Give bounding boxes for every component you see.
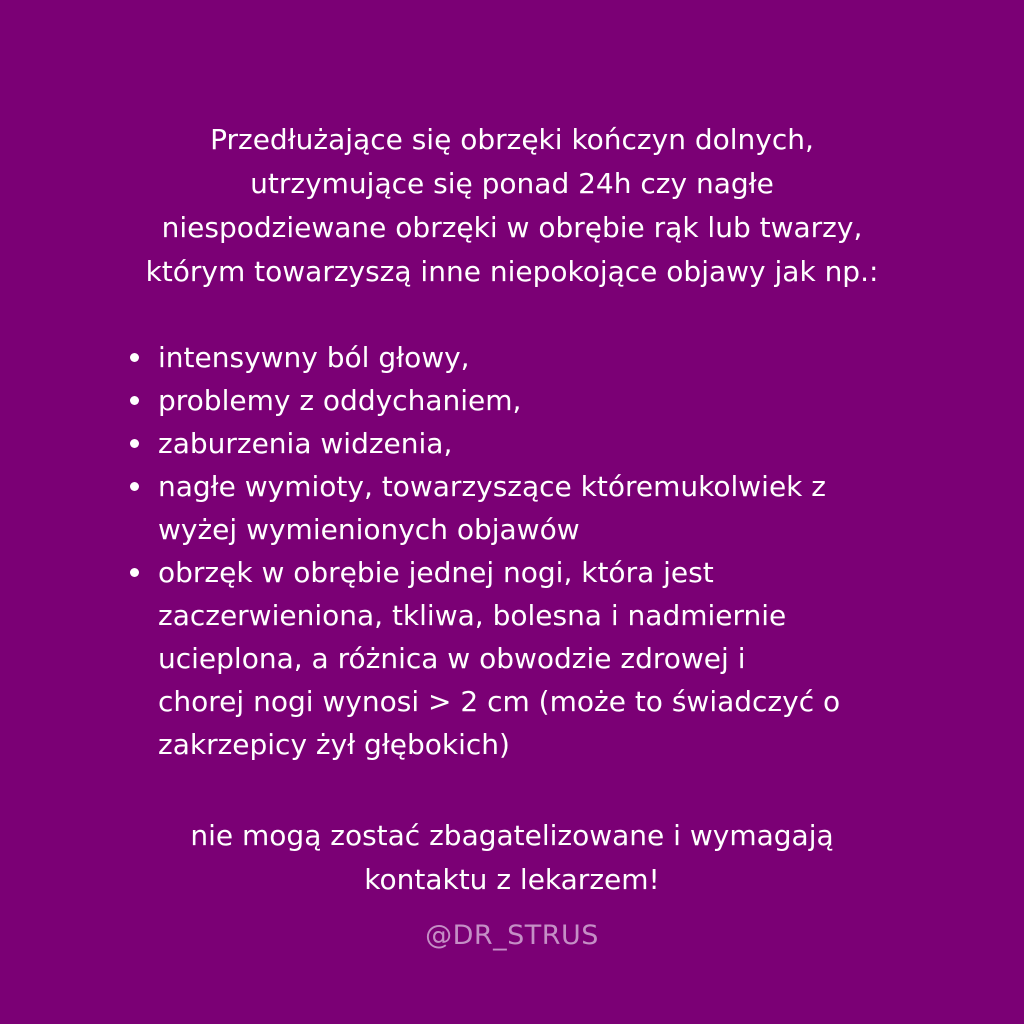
symptom-text: zaczerwieniona, tkliwa, bolesna i nadmiernie [158,599,787,632]
symptom-item [128,465,948,551]
symptom-text: problemy z oddychaniem, [158,384,522,417]
symptom-text: zaburzenia widzenia, [158,427,453,460]
intro-line: Przedłużające się obrzęki kończyn dolnych, [210,123,814,156]
symptom-item [128,551,948,766]
symptom-item [128,422,948,465]
bullet-icon [130,568,139,577]
intro-line: niespodziewane obrzęki w obrębie rąk lub twarzy, [161,211,863,244]
conclusion-line: kontaktu z lekarzem! [364,863,660,896]
intro-line: którym towarzyszą inne niepokojące objawy jak np.: [145,255,879,288]
symptom-text: obrzęk w obrębie jednej nogi, która jest [158,556,714,589]
symptom-item [128,336,948,379]
symptom-text: nagłe wymioty, towarzyszące któremukolwiek z [158,470,826,503]
symptom-item [128,379,948,422]
symptom-text: chorej nogi wynosi > 2 cm (może to świadczyć o [158,685,841,718]
symptom-list [128,336,948,766]
bullet-icon [130,396,139,405]
intro-paragraph [0,118,1024,294]
symptom-text: intensywny ból głowy, [158,341,470,374]
conclusion-line: nie mogą zostać zbagatelizowane i wymagają [190,819,834,852]
symptom-text: wyżej wymienionych objawów [158,513,580,546]
symptom-text: zakrzepicy żył głębokich) [158,728,510,761]
bullet-icon [130,353,139,362]
intro-line: utrzymujące się ponad 24h czy nagłe [250,167,774,200]
conclusion-paragraph [0,814,1024,902]
author-handle: @DR_STRUS [425,920,599,951]
bullet-icon [130,482,139,491]
symptom-text: ucieplona, a różnica w obwodzie zdrowej i [158,642,746,675]
bullet-icon [130,439,139,448]
